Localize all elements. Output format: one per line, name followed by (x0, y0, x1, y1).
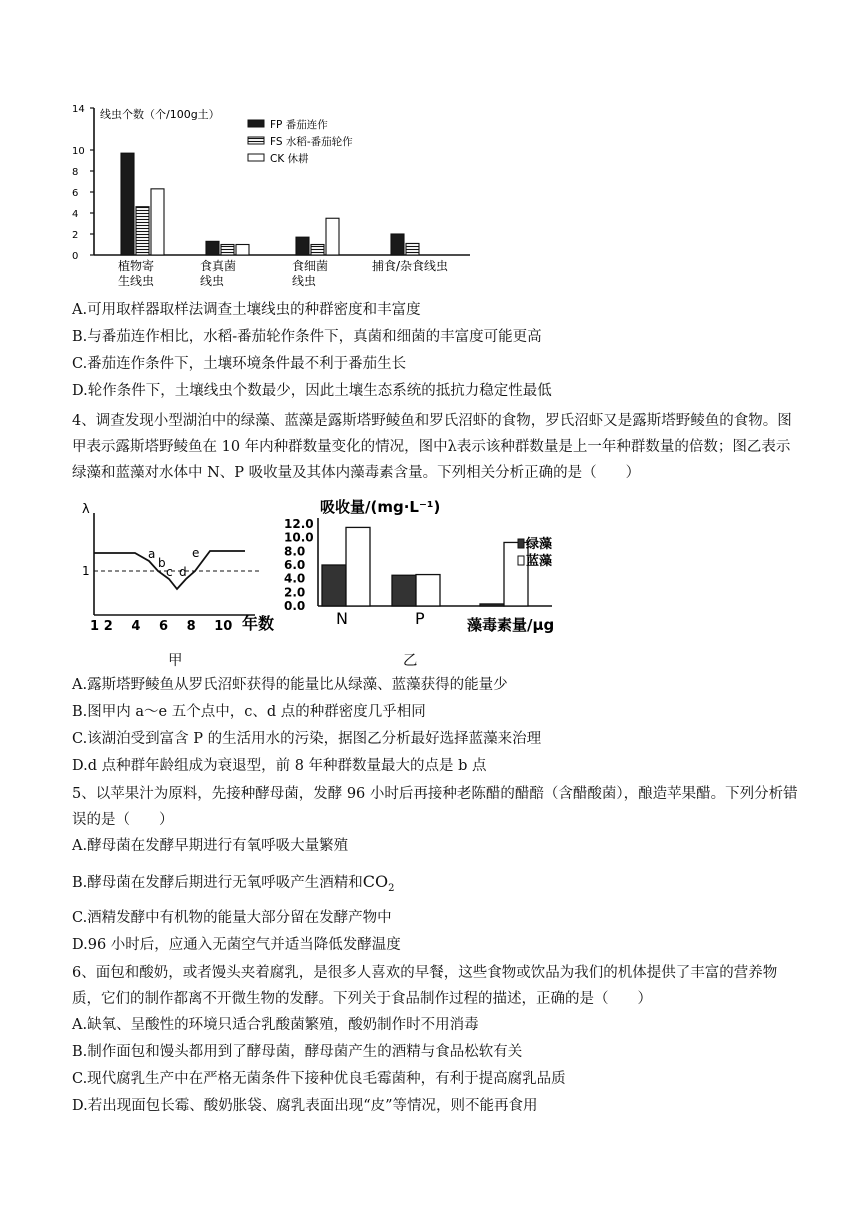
q3-option-c: C.番茄连作条件下，土壤环境条件最不利于番茄生长 (72, 356, 407, 372)
q5-option-b (72, 872, 395, 899)
q6-option-b: B.制作面包和馒头都用到了酵母菌，酵母菌产生的酒精与食品松软有关 (72, 1044, 523, 1060)
nematode-bar-chart (70, 98, 470, 293)
chart3-x-label: 藻毒素量/μg (467, 616, 555, 634)
chart1-y-tick-label: 4 (72, 209, 79, 220)
chart2-point-e: e (192, 546, 200, 560)
chart2-x-tick-label: 6 (159, 619, 169, 634)
chart1-bar (296, 237, 309, 255)
chart1-bar (236, 245, 249, 256)
chart3-y-tick-label: 6.0 (284, 558, 306, 572)
chart3-bar (416, 575, 440, 606)
chart1-category-label: 捕食/杂食线虫 (372, 259, 449, 273)
chart2-point-b: b (158, 556, 166, 570)
chart1-bar (391, 234, 404, 255)
chart3-y-tick-label: 0.0 (284, 599, 306, 613)
chart3-bar (480, 604, 504, 606)
chart1-y-tick-label: 14 (72, 104, 85, 115)
chart3-y-label: 吸收量/(mg·L⁻¹) (320, 498, 441, 516)
chart1-category-label: 食真菌 (200, 259, 237, 273)
q6-option-d: D.若出现面包长霉、酸奶胀袋、腐乳表面出现“皮”等情况，则不能再食用 (72, 1098, 538, 1114)
chart1-bar (151, 189, 164, 255)
chart2-ref-label: 1 (82, 564, 90, 578)
chart1-bar (206, 241, 219, 255)
chart3-legend-label: 蓝藻 (526, 554, 553, 569)
q3-option-a: A.可用取样器取样法调查土壤线虫的种群密度和丰富度 (72, 302, 421, 318)
chart1-bar (121, 153, 134, 255)
figure-caption-jia: 甲 (168, 653, 183, 669)
q4-option-b: B.图甲内 a～e 五个点中，c、d 点的种群密度几乎相同 (72, 704, 426, 720)
chart1-y-tick-label: 6 (72, 188, 79, 199)
chart1-category-label: 生线虫 (118, 274, 155, 288)
chart3-y-tick-label: 10.0 (284, 530, 314, 545)
chart2-point-c: c (166, 565, 173, 579)
chart1-bar (136, 207, 149, 255)
chart3-bar (322, 565, 346, 606)
chart3-bar (504, 542, 528, 606)
chart3-y-tick-label: 2.0 (284, 585, 306, 600)
q5-option-b-text: B.酵母菌在发酵后期进行无氧呼吸产生酒精和 (72, 875, 363, 891)
chart1-category-label: 食细菌 (292, 259, 329, 273)
chart1-y-label: 线虫个数（个/100g土） (100, 108, 220, 121)
chart3-y-tick-label: 8.0 (284, 544, 306, 559)
chart1-bar (326, 218, 339, 255)
chart2-x-tick-label: 8 (186, 619, 196, 634)
q6-stem: 6、面包和酸奶，或者馒头夹着腐乳，是很多人喜欢的早餐，这些食物或饮品为我们的机体提供了丰富的营养物质，它们的制作都离不开微生物的发酵。下列关于食品制作过程的描述，正确的是（ ） (72, 965, 778, 1007)
q4-stem: 4、调查发现小型湖泊中的绿藻、蓝藻是露斯塔野鲮鱼和罗氏沼虾的食物，罗氏沼虾又是露斯塔野鲮鱼的食物。图甲表示露斯塔野鲮鱼在 10 年内种群数量变化的情况，图中λ表示该种群数量是上一年种群数量的倍数；图乙表示绿藻和蓝藻对水体中 N、P 吸收量及其体内藻毒素含量。下列相关分析正确的是（ ） (72, 413, 792, 481)
q4-option-c: C.该湖泊受到富含 P 的生活用水的污染，据图乙分析最好选择蓝藻来治理 (72, 731, 542, 747)
chart2-x-label: 年数 (242, 614, 275, 633)
chart1-bar (406, 243, 419, 255)
chart2-point-d: d (179, 565, 187, 579)
chart1-y-tick-label: 8 (72, 167, 79, 178)
figure-caption-yi: 乙 (403, 653, 418, 669)
chart3-category-p: P (415, 609, 425, 628)
q3-option-d: D.轮作条件下，土壤线虫个数最少，因此土壤生态系统的抵抗力稳定性最低 (72, 383, 552, 399)
chart1-bar (221, 245, 234, 256)
chart3-legend-label: 绿藻 (526, 537, 553, 552)
q6-option-a: A.缺氧、呈酸性的环境只适合乳酸菌繁殖，酸奶制作时不用消毒 (72, 1017, 479, 1033)
chart2-x-tick-label: 1 (90, 619, 100, 634)
q4-option-d: D.d 点种群年龄组成为衰退型，前 8 年种群数量最大的点是 b 点 (72, 758, 487, 774)
chart2-point-a: a (148, 547, 156, 561)
q3-option-b: B.与番茄连作相比，水稻-番茄轮作条件下，真菌和细菌的丰富度可能更高 (72, 329, 542, 345)
absorption-bar-chart (282, 496, 592, 636)
q5-option-d: D.96 小时后，应通入无菌空气并适当降低发酵温度 (72, 937, 401, 953)
co2-formula: $CO_2$ (362, 872, 395, 895)
chart3-legend-swatch (518, 539, 524, 548)
chart2-x-tick-label: 4 (131, 619, 141, 634)
lambda-line-chart (80, 503, 300, 638)
chart2-y-label: λ (82, 503, 90, 517)
chart2-x-tick-label: 2 (103, 619, 113, 634)
chart1-legend-swatch (248, 154, 264, 161)
q5-option-c: C.酒精发酵中有机物的能量大部分留在发酵产物中 (72, 910, 392, 926)
chart1-legend-label: FS 水稻-番茄轮作 (270, 136, 353, 148)
chart1-legend-label: CK 休耕 (270, 153, 309, 165)
chart1-y-tick-label: 2 (72, 230, 79, 241)
q5-stem: 5、以苹果汁为原料，先接种酵母菌，发酵 96 小时后再接种老陈醋的醋醅（含醋酸菌），酿造苹果醋。下列分析错误的是（ ） (72, 786, 798, 828)
chart1-legend-swatch (248, 137, 264, 144)
chart3-y-tick-label: 12.0 (284, 517, 314, 531)
chart1-y-tick-label: 0 (72, 251, 79, 262)
chart1-category-label: 线虫 (200, 274, 225, 288)
q5-option-a: A.酵母菌在发酵早期进行有氧呼吸大量繁殖 (72, 838, 349, 854)
chart1-bar (311, 245, 324, 256)
chart1-category-label: 植物寄 (118, 259, 155, 273)
chart1-legend-label: FP 番茄连作 (270, 119, 328, 131)
chart1-y-tick-label: 10 (72, 146, 85, 157)
chart3-bar (346, 527, 370, 606)
chart3-legend-swatch (518, 556, 524, 565)
chart3-y-tick-label: 4.0 (284, 571, 306, 586)
q4-option-a: A.露斯塔野鲮鱼从罗氏沼虾获得的能量比从绿藻、蓝藻获得的能量少 (72, 677, 508, 693)
chart3-bar (392, 575, 416, 606)
chart1-legend-swatch (248, 120, 264, 127)
chart2-x-tick-label: 10 (214, 619, 233, 634)
chart3-category-n: N (336, 609, 348, 628)
chart1-category-label: 线虫 (292, 274, 317, 288)
q6-option-c: C.现代腐乳生产中在严格无菌条件下接种优良毛霉菌种，有利于提高腐乳品质 (72, 1071, 566, 1087)
